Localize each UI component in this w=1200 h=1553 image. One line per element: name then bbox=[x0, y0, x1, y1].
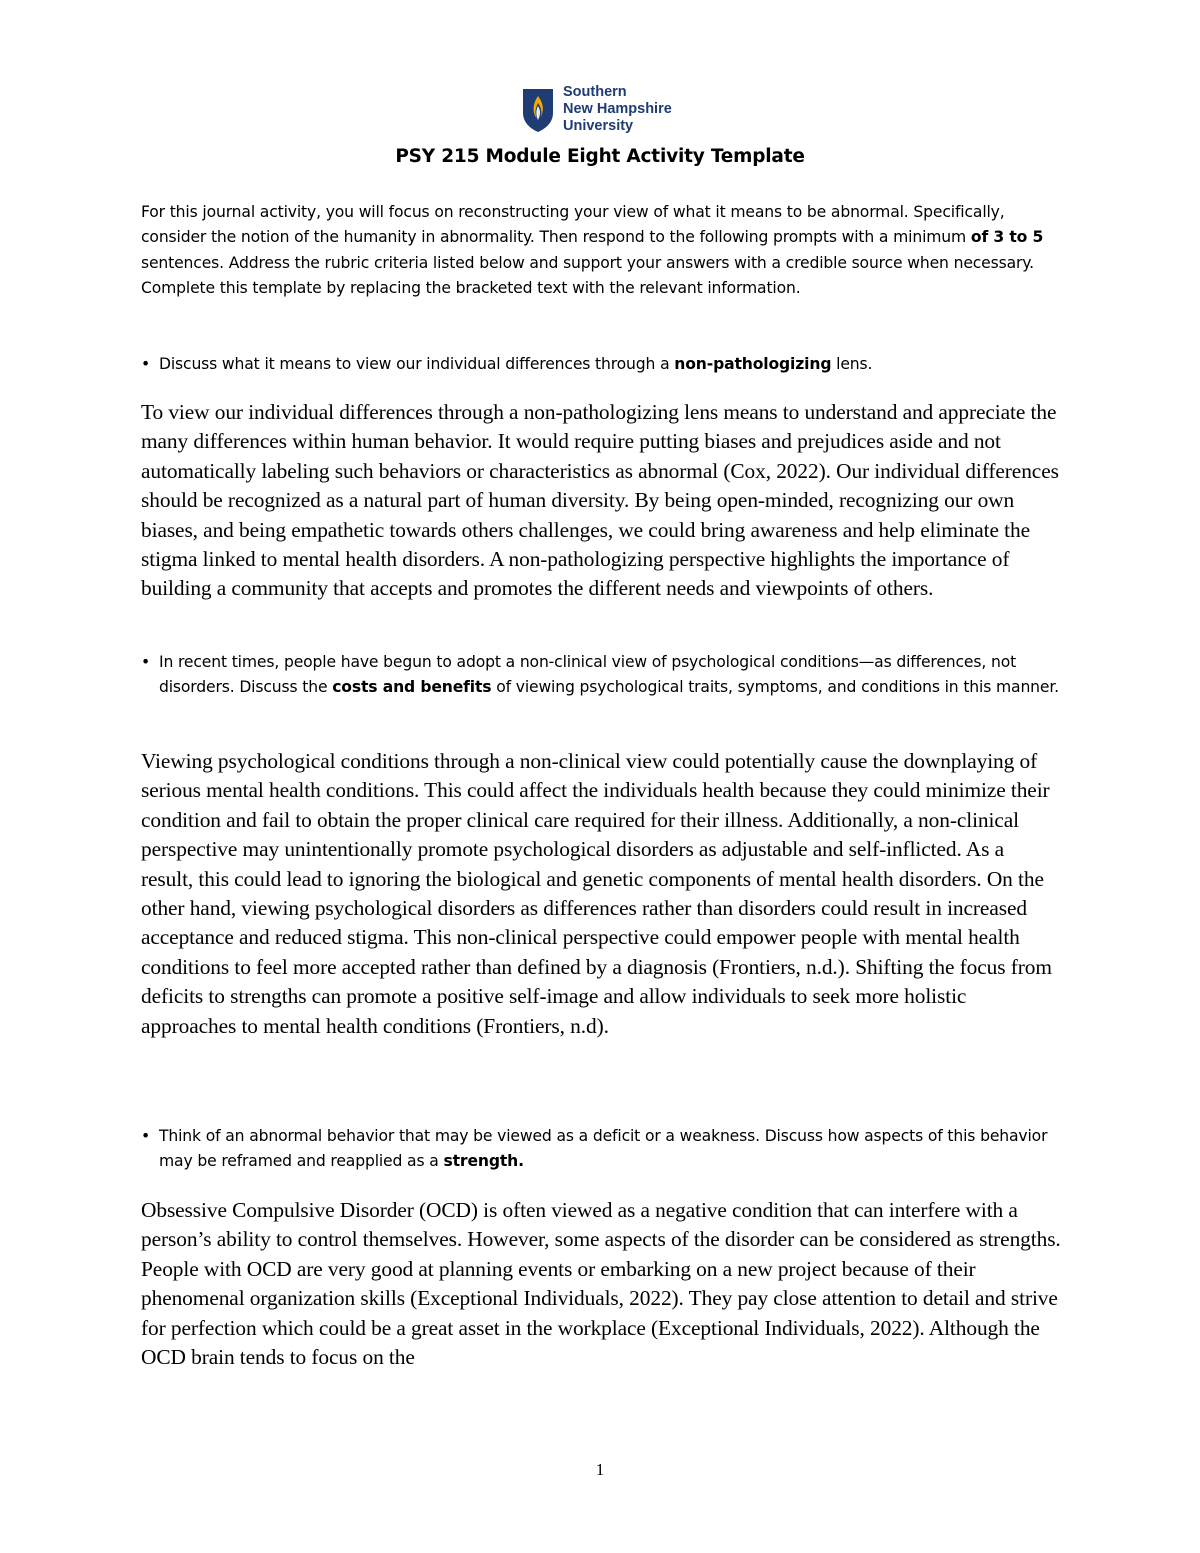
document-title: PSY 215 Module Eight Activity Template bbox=[395, 146, 805, 167]
instructions-paragraph bbox=[141, 200, 1061, 301]
answer-3: Obsessive Compulsive Disorder (OCD) is often viewed as a negative condition that can interfere with a person’s ability to control themselves. However, some aspects of the disorder can be considered as strengths. People with OCD are very good at planning events or embarking on a new project because of their phenomenal organization skills (Exceptional Individuals, 2022). They pay close attention to detail and strive for perfection which could be a great asset in the workplace (Exceptional Individuals, 2022). Although the OCD brain tends to focus on the bbox=[141, 1198, 1061, 1370]
answer-2: Viewing psychological conditions through a non-clinical view could potentially cause the downplaying of serious mental health conditions. This could affect the individuals health because they could minimize their condition and fail to obtain the proper clinical care required for their illness. Additionally, a non-clinical perspective may unintentionally promote psychological disorders as adjustable and self-inflicted. As a result, this could lead to ignoring the biological and genetic components of mental health disorders. On the other hand, viewing psychological disorders as differences rather than disorders could result in increased acceptance and reduced stigma. This non-clinical perspective could empower people with mental health conditions to feel more accepted rather than defined by a diagnosis (Frontiers, n.d.). Shifting the focus from deficits to strengths can promote a positive self-image and allow individuals to seek more holistic approaches to mental health conditions (Frontiers, n.d). bbox=[141, 749, 1052, 1038]
logo-wordmark bbox=[563, 84, 672, 135]
prompt-2 bbox=[141, 650, 1061, 701]
prompt-3-text-1: Think of an abnormal behavior that may be viewed as a deficit or a weakness. Discuss how aspects of this behavior may be reframed and reapplied as a bbox=[159, 1127, 1048, 1171]
bullet-3: • bbox=[141, 1127, 151, 1145]
prompt-3-text bbox=[159, 1124, 1061, 1175]
prompt-2-text-2: of viewing psychological traits, symptoms, and conditions in this manner. bbox=[491, 678, 1059, 697]
prompt-1 bbox=[141, 352, 1061, 377]
bullet-1: • bbox=[141, 355, 151, 373]
prompt-2-text-1: In recent times, people have begun to adopt a non-clinical view of psychological conditions—as differences, not disorders. Discuss the bbox=[159, 653, 1017, 697]
logo-line-2: New Hampshire bbox=[563, 101, 672, 117]
instructions-text-1: For this journal activity, you will focus on reconstructing your view of what it means to be abnormal. Specifically, consider the notion of the humanity in abnormality. Then respond to the following prompts with a minimum bbox=[141, 203, 1005, 247]
prompt-3 bbox=[141, 1124, 1061, 1175]
bullet-2: • bbox=[141, 653, 151, 671]
instructions-text-2: sentences. Address the rubric criteria listed below and support your answers with a credible source when necessary. Complete this template by replacing the bracketed text with the relevant information. bbox=[141, 253, 1034, 297]
prompt-2-text bbox=[159, 650, 1061, 701]
answer-1: To view our individual differences through a non-pathologizing lens means to understand and appreciate the many differences within human behavior. It would require putting biases and prejudices aside and not automatically labeling such behaviors or characteristics as abnormal (Cox, 2022). Our individual differences should be recognized as a natural part of human diversity. By being open-minded, recognizing our own biases, and being empathetic towards others challenges, we could bring awareness and help eliminate the stigma linked to mental health disorders. A non-pathologizing perspective highlights the importance of building a community that accepts and promotes the different needs and viewpoints of others. bbox=[141, 400, 1059, 601]
logo-line-1: Southern bbox=[563, 84, 627, 100]
university-logo bbox=[521, 84, 672, 135]
prompt-1-text-1: Discuss what it means to view our individual differences through a bbox=[159, 355, 675, 373]
logo-line-3: University bbox=[563, 118, 634, 134]
prompt-3-bold: strength. bbox=[443, 1152, 524, 1171]
snhu-shield-flame-icon bbox=[521, 87, 555, 133]
prompt-1-text bbox=[159, 352, 1061, 377]
prompt-1-text-2: lens. bbox=[831, 355, 873, 373]
page-number: 1 bbox=[595, 1460, 605, 1479]
instructions-bold: of 3 to 5 bbox=[970, 228, 1044, 247]
prompt-1-bold: non-pathologizing bbox=[674, 355, 832, 373]
prompt-2-bold: costs and benefits bbox=[332, 678, 492, 697]
